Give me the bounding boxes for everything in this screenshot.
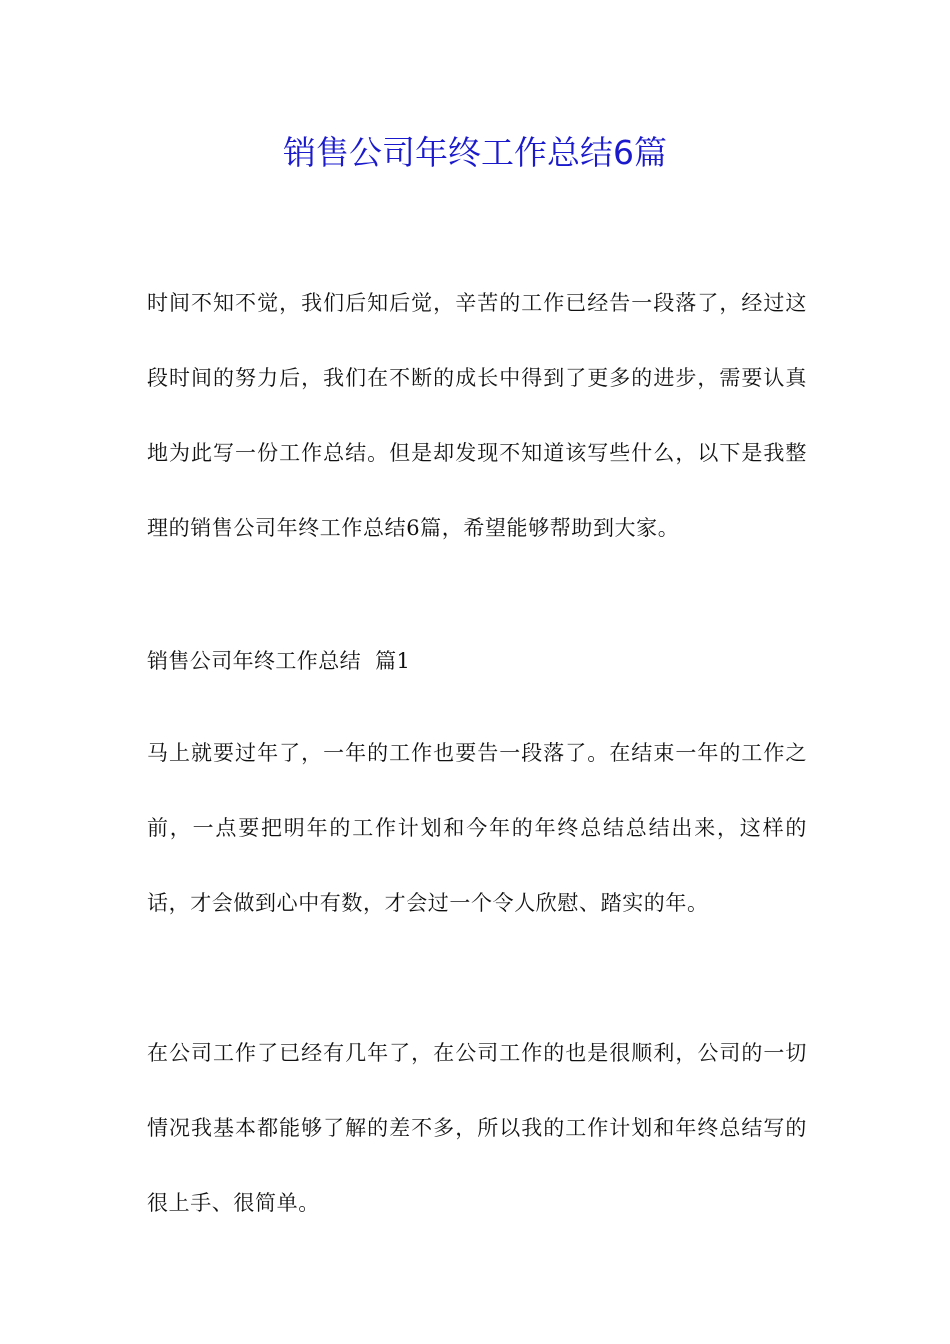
body-paragraph: 马上就要过年了，一年的工作也要告一段落了。在结束一年的工作之前，一点要把明年的工作计划和今年的年终总结总结出来，这样的话，才会做到心中有数，才会过一个令人欣慰、踏实的年。: [147, 741, 807, 915]
section-heading: 销售公司年终工作总结 篇1: [147, 649, 411, 673]
document-title: 销售公司年终工作总结6篇: [283, 133, 667, 172]
intro-paragraph: 时间不知不觉，我们后知后觉，辛苦的工作已经告一段落了，经过这段时间的努力后，我们在不断的成长中得到了更多的进步，需要认真地为此写一份工作总结。但是却发现不知道该写些什么，以下是我整理的销售公司年终工作总结6篇，希望能够帮助到大家。: [147, 291, 807, 540]
body-paragraph: 在公司工作了已经有几年了，在公司工作的也是很顺利，公司的一切情况我基本都能够了解的差不多，所以我的工作计划和年终总结写的很上手、很简单。: [147, 1041, 807, 1215]
